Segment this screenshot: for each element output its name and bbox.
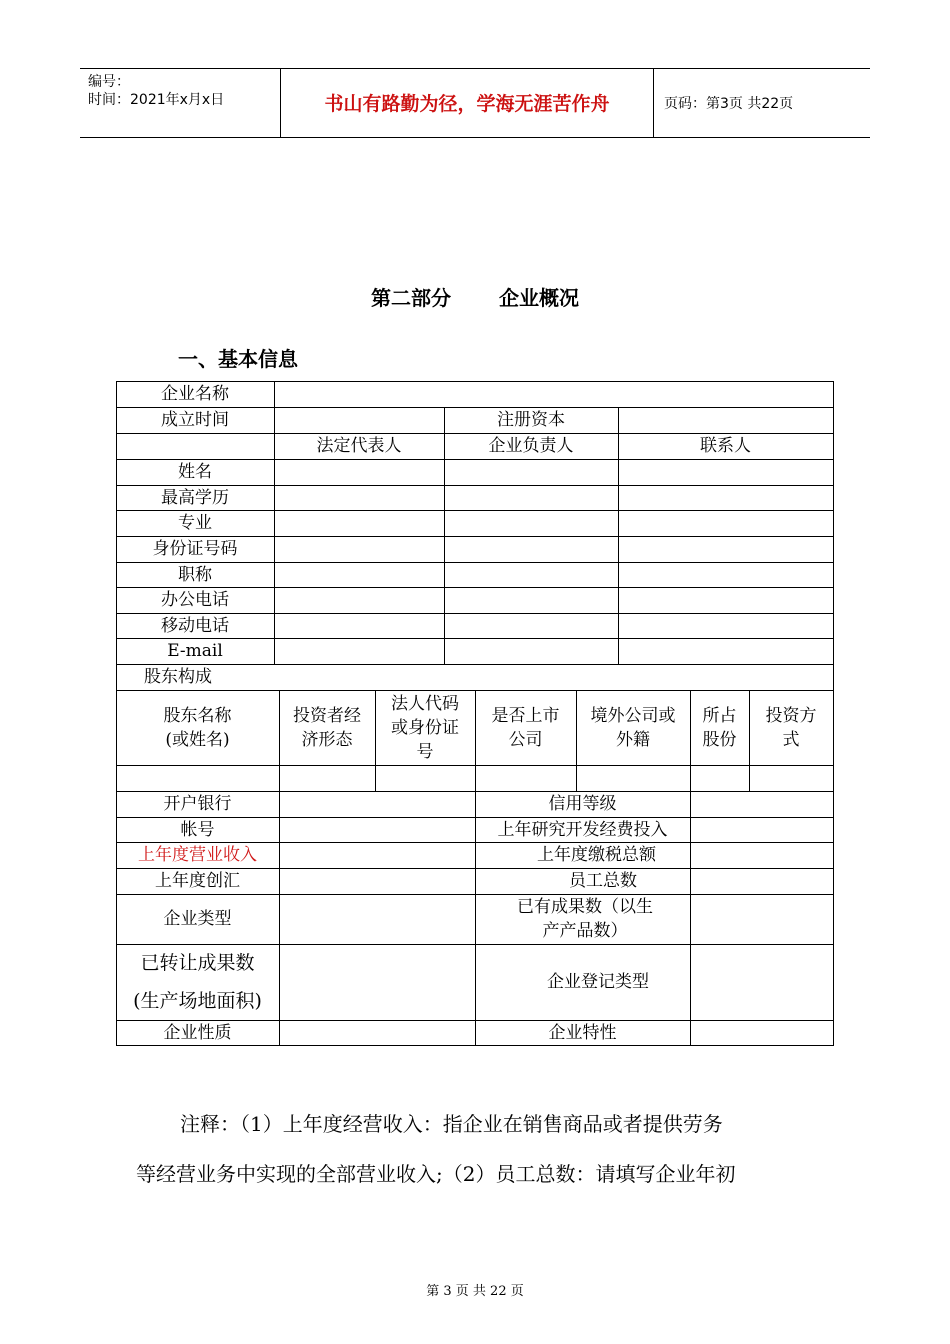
label-employees: 员工总数 xyxy=(569,871,637,891)
note-line-2: 等经营业务中实现的全部营业收入;（2）员工总数：请填写企业年初 xyxy=(136,1162,736,1186)
label-company-name: 企业名称 xyxy=(161,384,229,404)
grid-line xyxy=(618,407,619,433)
label-company-type: 企业类型 xyxy=(163,909,232,929)
label-person-row: 最高学历 xyxy=(161,487,229,508)
grid-line xyxy=(690,791,691,1045)
label-last-forex: 上年度创汇 xyxy=(155,871,240,891)
section-title: 一、基本信息 xyxy=(178,347,298,371)
page-footer: 第 3 页 共 22 页 xyxy=(426,1284,524,1299)
label-person-row: 专业 xyxy=(178,513,212,533)
grid-line xyxy=(274,381,275,664)
transferred-line-2: (生产场地面积) xyxy=(133,990,262,1012)
label-person-row: 移动电话 xyxy=(161,615,229,636)
label-account: 帐号 xyxy=(180,819,215,840)
form-bottom-border xyxy=(116,1045,834,1046)
part-title-a: 第二部分 xyxy=(371,286,451,310)
part-title-b: 企业概况 xyxy=(499,286,579,310)
part-title xyxy=(0,282,950,311)
label-person-row: 办公电话 xyxy=(161,590,229,610)
label-registration-type: 企业登记类型 xyxy=(547,972,649,992)
shareholder-header: 股东名称 (或姓名) xyxy=(163,705,232,750)
label-established: 成立时间 xyxy=(161,410,229,430)
label-bank: 开户银行 xyxy=(163,794,232,814)
note-line-1: 注释：（1）上年度经营收入：指企业在销售商品或者提供劳务 xyxy=(180,1112,723,1136)
label-features: 企业特性 xyxy=(548,1022,617,1043)
grid-line xyxy=(444,433,445,664)
label-transferred xyxy=(116,944,279,1020)
shareholder-header: 所占 股份 xyxy=(702,705,737,750)
header-motto: 书山有路勤为径，学海无涯苦作舟 xyxy=(281,69,654,137)
label-shareholders: 股东构成 xyxy=(144,667,212,687)
header-page-info: 页码：第3页 共22页 xyxy=(664,96,794,112)
header-manager: 企业负责人 xyxy=(488,436,574,456)
label-person-row: 职称 xyxy=(178,564,212,585)
form-right-border xyxy=(833,381,834,1046)
shareholder-header: 投资方 式 xyxy=(765,705,817,750)
label-person-row: 身份证号码 xyxy=(152,539,238,559)
page-header xyxy=(80,68,870,138)
shareholder-header: 境外公司或 外籍 xyxy=(590,705,676,750)
label-credit: 信用等级 xyxy=(548,794,617,814)
label-last-revenue: 上年度营业收入 xyxy=(138,845,257,865)
shareholder-header: 投资者经 济形态 xyxy=(293,705,361,750)
label-person-row: 姓名 xyxy=(178,462,212,482)
transferred-line-1: 已转让成果数 xyxy=(140,952,255,974)
label-results-count: 已有成果数（以生 产产品数） xyxy=(517,897,653,941)
grid-line xyxy=(279,791,280,1045)
header-meta xyxy=(80,69,281,137)
header-contact: 联系人 xyxy=(700,436,751,456)
shareholder-header: 法人代码 或身份证 号 xyxy=(391,693,459,762)
shareholder-header: 是否上市 公司 xyxy=(491,705,560,750)
header-legal-rep: 法定代表人 xyxy=(316,436,402,456)
label-rd-invest: 上年研究开发经费投入 xyxy=(497,819,668,840)
header-time: 时间：2021年x月x日 xyxy=(88,92,225,108)
label-person-row: E-mail xyxy=(167,641,223,661)
label-nature: 企业性质 xyxy=(163,1022,232,1043)
label-last-tax: 上年度缴税总额 xyxy=(537,845,656,865)
grid-line xyxy=(618,433,619,664)
label-registered-capital: 注册资本 xyxy=(497,410,565,430)
header-number: 编号： xyxy=(88,74,130,90)
